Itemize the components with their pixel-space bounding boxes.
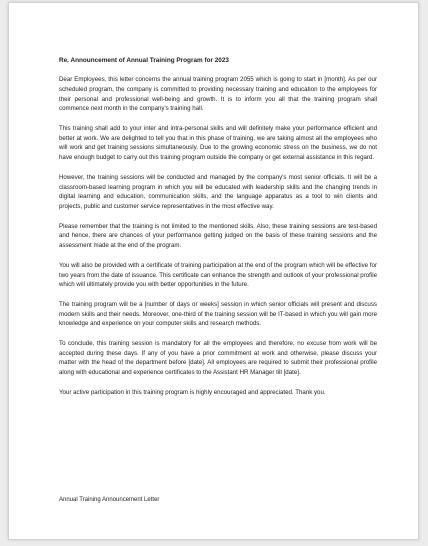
document-page <box>8 2 419 540</box>
page-footer: Annual Training Announcement Letter <box>59 497 160 503</box>
letter-title: Re. Announcement of Annual Training Program for 2023 <box>59 57 229 64</box>
paragraph-sessions: However, the training sessions will be conducted and managed by the company's most senior officials. It will be a classroom-based learning program in which you will be educated with leadership skills and the changing trends in digital learning and education, communication skills, and the language apparatus as a tool to win clients and projects, public and customer service representatives in the most effective way. <box>59 173 377 211</box>
paragraph-skills: This training shall add to your inter and intra-personal skills and will definitely make your performance efficient and better at work. We are delighted to tell you that in this phase of training, we are taking almost all the employees who will work and get training sessions simultaneously. Due to the growing economic stress on the business, we do not have enough budget to carry out this training program outside the company or get external assistance in this regard. <box>59 124 377 162</box>
paragraph-conclusion: To conclude, this training session is mandatory for all the employees and therefore, no excuse from work will be accepted during these days. If any of you have a prior commitment at work and otherwise, please discuss your matter with the head of the department before [date]. All employees are required to submit their professional profile along with educational and experience certificates to the Assistant HR Manager till [date]. <box>59 339 377 377</box>
paragraph-closing: Your active participation in this training program is highly encouraged and appreciated. Thank you. <box>59 388 326 396</box>
paragraph-certificate: You will also be provided with a certificate of training participation at the end of the program which will be effective for two years from the date of issuance. This certificate can enhance the strength and outlook of your professional profile which will ultimately provide you with better opportunities in the future. <box>59 261 378 289</box>
paragraph-duration: The training program will be a [number of days or weeks] session in which senior officials will present and discuss modern skills and their needs. Moreover, one-third of the training session will be IT-based in which you will gain more knowledge and experience on your computer skills and research methods. <box>59 300 377 328</box>
paragraph-assessment: Please remember that the training is not limited to the mentioned skills. Also, these training sessions are test-based and hence, there are chances of your performance getting judged on the basis of these training sessions and the assessment made at the end of the program. <box>59 222 377 250</box>
letter-body <box>59 56 377 407</box>
paragraph-intro: Dear Employees, this letter concerns the annual training program 2055 which is going to start in [month]. As per our scheduled program, the company is committed to providing necessary training and education to the employees for their personal and professional well-being and growth. It is to inform you all that the training program shall commence next month in the company's training hall. <box>59 76 377 113</box>
